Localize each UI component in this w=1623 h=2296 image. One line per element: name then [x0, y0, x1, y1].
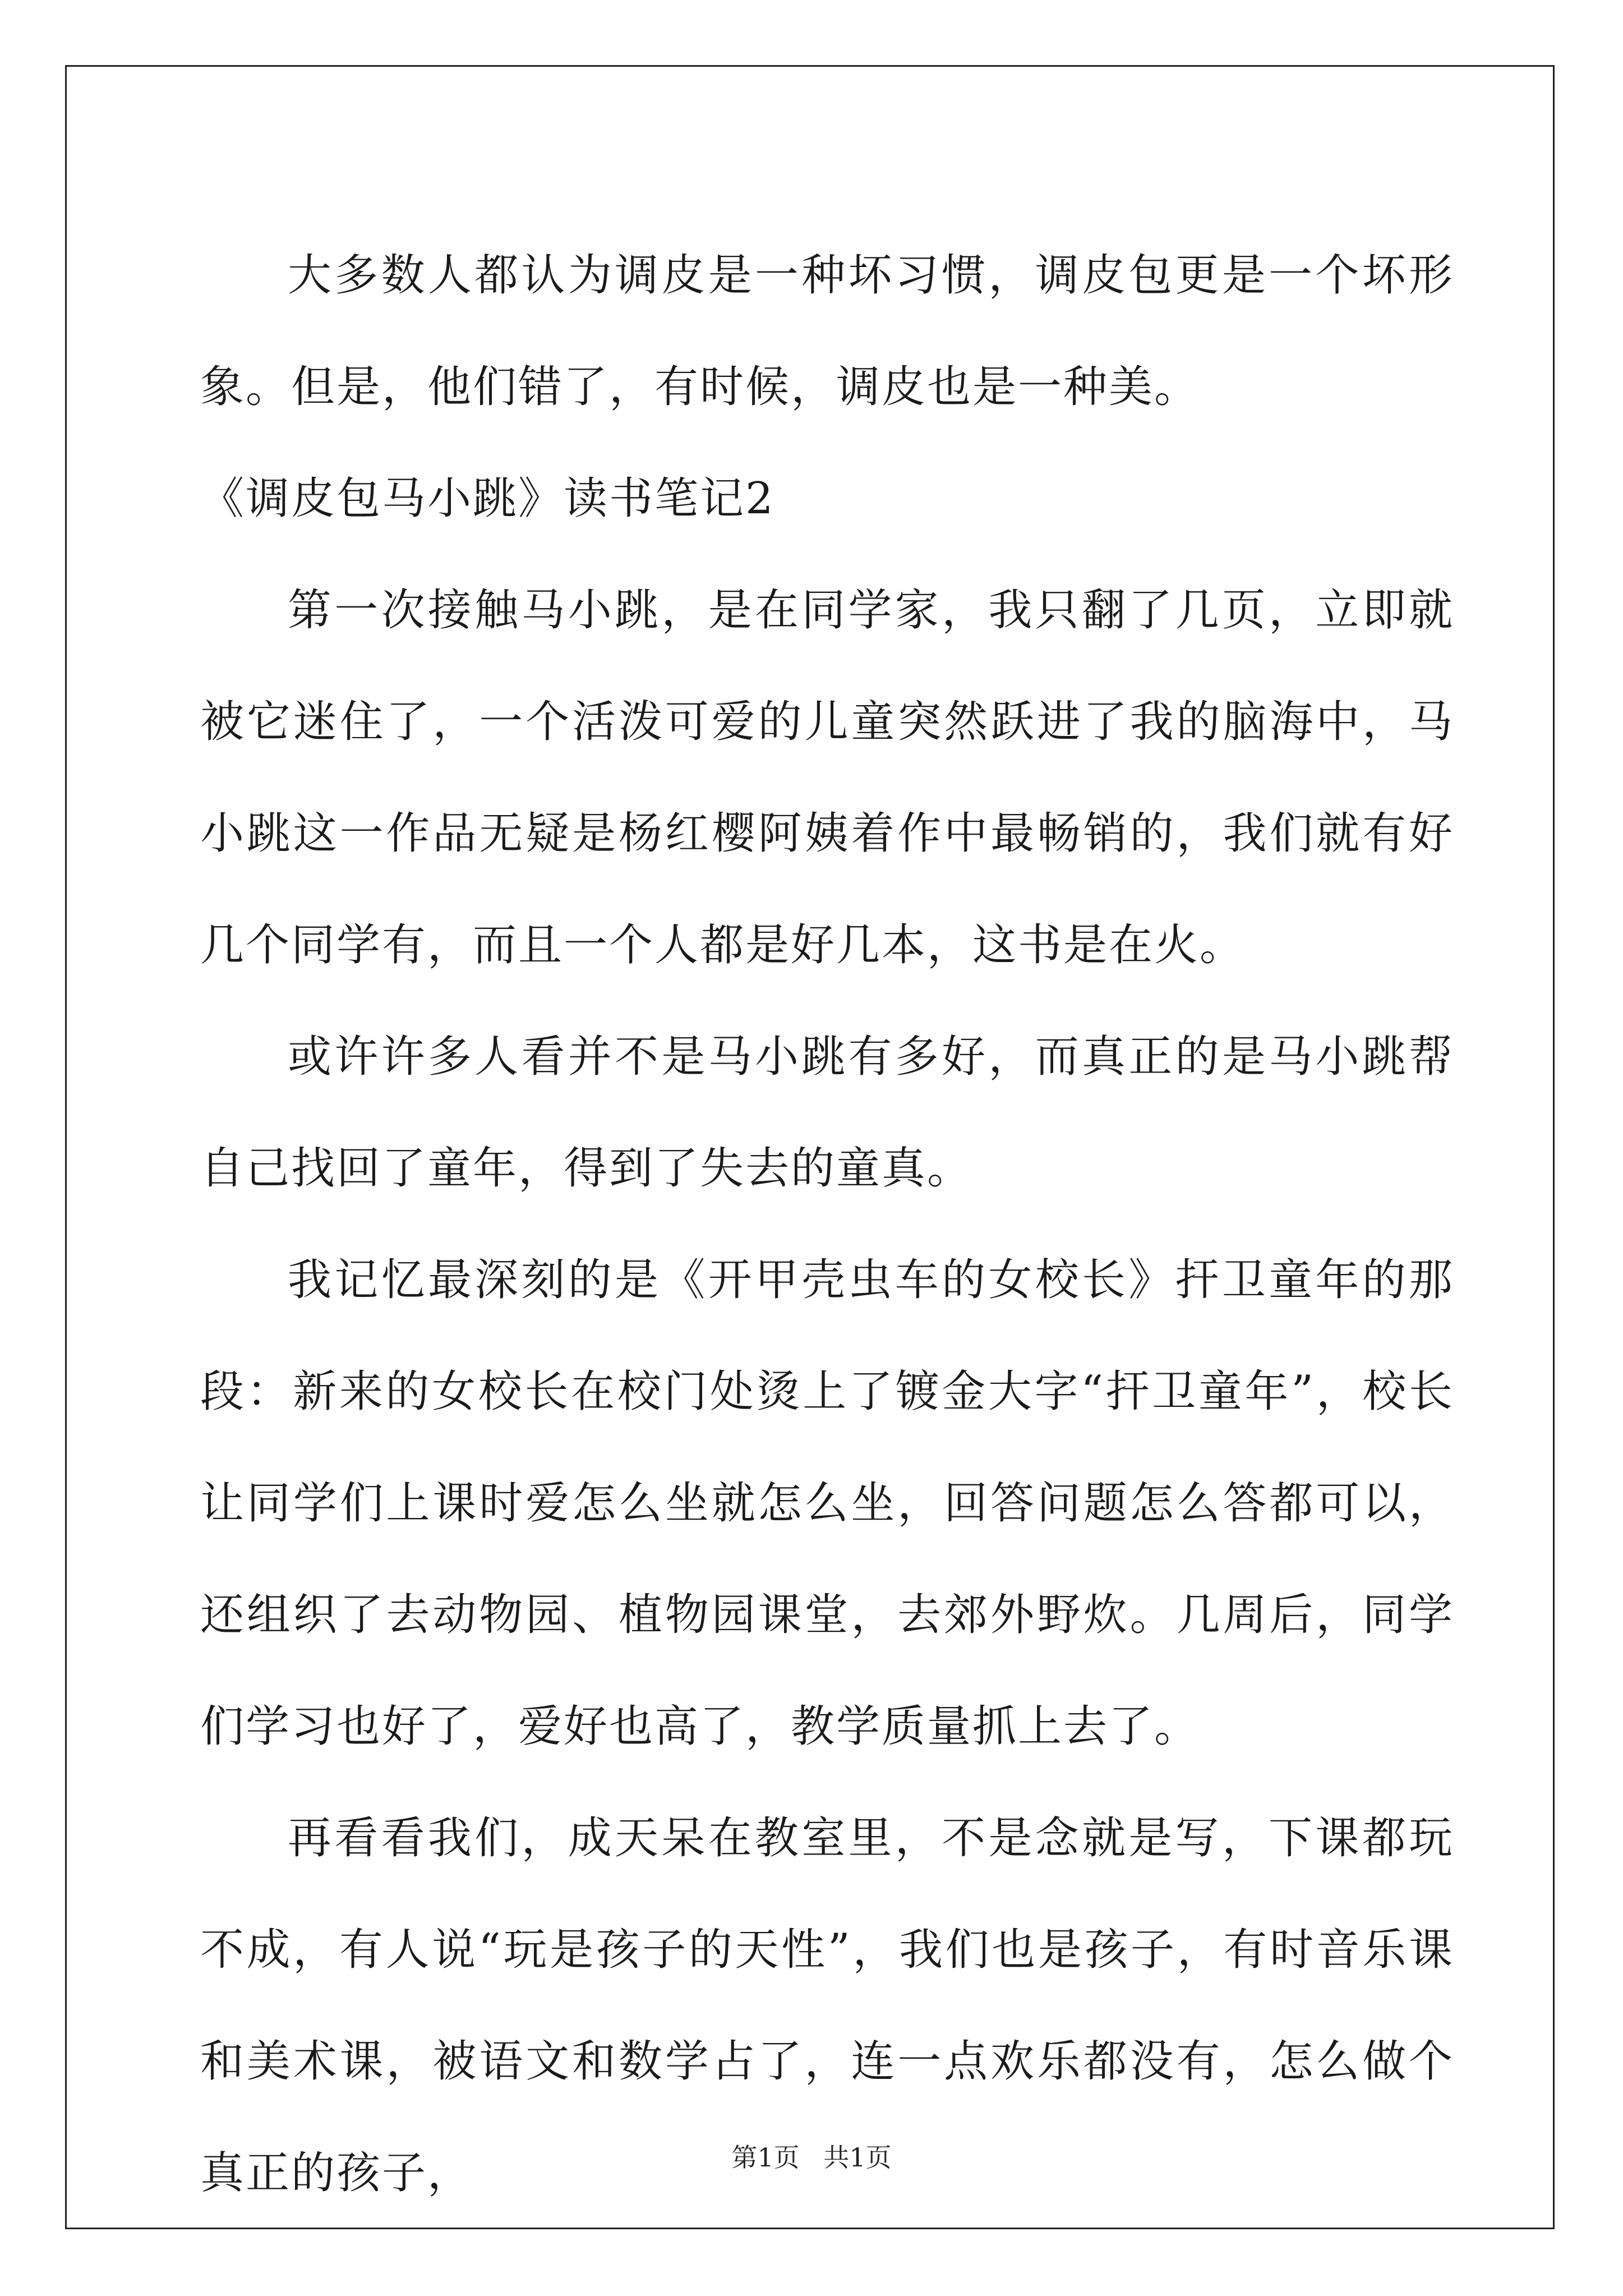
- page-number: 第1页: [731, 2142, 800, 2173]
- page-footer: [0, 2141, 1623, 2174]
- page-total: 共1页: [823, 2142, 892, 2173]
- section-heading: 《调皮包马小跳》读书笔记2: [200, 473, 775, 524]
- paragraph-childhood: 或许许多人看并不是马小跳有多好，而真正的是马小跳帮自己找回了童年，得到了失去的童真。: [200, 1032, 1454, 1194]
- paragraph-principal: 我记忆最深刻的是《开甲壳虫车的女校长》扞卫童年的那段：新来的女校长在校门处烫上了镀金大字“扞卫童年”，校长让同学们上课时爱怎么坐就怎么坐，回答问题怎么答都可以，还组织了去动物园、植物园课堂，去郊外野炊。几周后，同学们学习也好了，爱好也高了，教学质量抓上去了。: [200, 1255, 1454, 1752]
- paragraph-intro: 大多数人都认为调皮是一种坏习惯，调皮包更是一个坏形象。但是，他们错了，有时候，调皮也是一种美。: [200, 250, 1454, 412]
- paragraph-reflection: 再看看我们，成天呆在教室里，不是念就是写，下课都玩不成，有人说“玩是孩子的天性”，我们也是孩子，有时音乐课和美术课，被语文和数学占了，连一点欢乐都没有，怎么做个真正的孩子，: [200, 1813, 1454, 2198]
- document-body: [200, 220, 1454, 2229]
- paragraph-first-contact: 第一次接触马小跳，是在同学家，我只翻了几页，立即就被它迷住了，一个活泼可爱的儿童突然跃进了我的脑海中，马小跳这一作品无疑是杨红樱阿姨着作中最畅销的，我们就有好几个同学有，而且一个人都是好几本，这书是在火。: [200, 585, 1454, 970]
